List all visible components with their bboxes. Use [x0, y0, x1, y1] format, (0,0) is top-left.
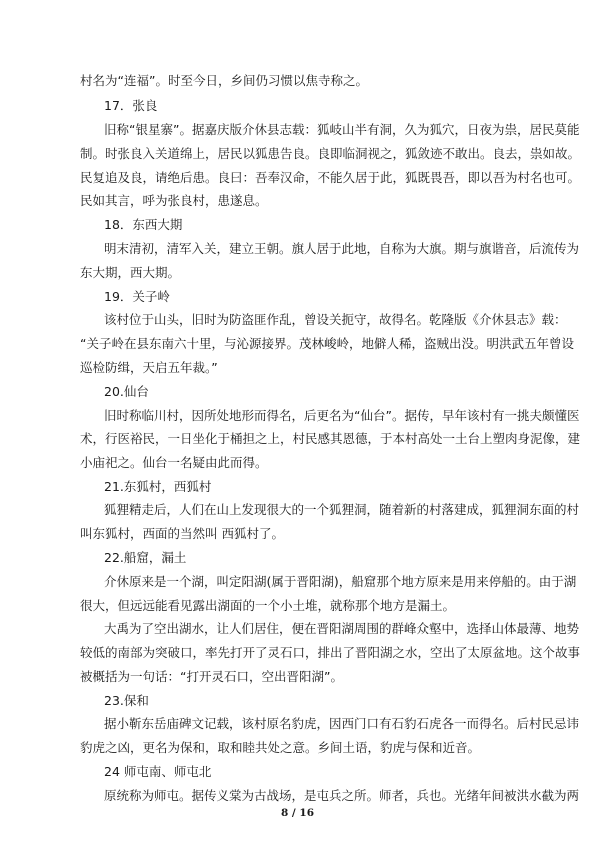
text-line: 很大，但远远能看见露出湖面的一个小土堆，就称那个地方是漏土。	[80, 598, 456, 613]
section-heading: 22.船窟，漏土	[104, 550, 187, 565]
text-line: 巡检防缉，天启五年裁。”	[80, 360, 218, 375]
text-line: 明末清初，清军入关，建立王朝。旗人居于此地，自称为大旗。期与旗谐音，后流传为	[104, 241, 580, 256]
text-line: 大禹为了空出湖水，让人们居住，便在晋阳湖周围的群峰众壑中，选择山体最薄、地势	[104, 621, 580, 636]
text-line: 据小靳东岳庙碑文记载，该村原名豹虎，因西门口有石豹石虎各一而得名。后村民忌讳	[104, 716, 580, 731]
section-heading: 21.东狐村，西狐村	[104, 479, 212, 494]
text-line: 东大期，西大期。	[80, 265, 181, 280]
section-heading: 18．东西大期	[104, 217, 183, 232]
text-line: 叫东狐村，西面的当然叫 西狐村了。	[80, 526, 284, 541]
section-heading: 23.保和	[104, 693, 149, 708]
section-heading: 19．关子岭	[104, 289, 170, 304]
text-line: “关子岭在县东南六十里，与沁源接界。茂林峻岭，地僻人稀，盗贼出没。明洪武五年曾设	[80, 336, 574, 351]
text-line: 较低的南部为突破口，率先打开了灵石口，排出了晋阳湖之水，空出了太原盆地。这个故事	[80, 645, 581, 660]
text-line: 术，行医裕民，一日坐化于桶担之上，村民感其恩德，于本村高处一土台上塑肉身泥像，建	[80, 431, 581, 446]
page-number: 8 / 16	[280, 807, 315, 819]
text-line: 被概括为一句话：“打开灵石口，空出晋阳湖”。	[80, 669, 343, 684]
text-line: 旧称“银星寨”。据嘉庆版介休县志载：狐岐山半有洞，久为狐穴，日夜为祟，居民莫能	[104, 122, 580, 137]
text-line: 介休原来是一个湖，叫定阳湖(属于晋阳湖)，船窟那个地方原来是用来停船的。由于湖	[104, 574, 577, 589]
text-line: 民复追及良，请绝后患。良曰：吾奉汉命，不能久居于此，狐既畏吾，即以吾为村名也可。	[80, 170, 581, 185]
text-line: 旧时称临川村，因所处地形而得名，后更名为“仙台”。据传，早年该村有一挑夫颇懂医	[104, 408, 580, 423]
text-line: 豹虎之凶，更名为保和，取和睦共处之意。乡间土语，豹虎与保和近音。	[80, 740, 481, 755]
text-line: 制。时张良入关道绵上，居民以狐患告良。良即临洞视之，狐敛迹不敢出。良去，祟如故。	[80, 146, 581, 161]
text-line: 村名为“连福”。时至今日，乡间仍习惯以焦寺称之。	[80, 73, 368, 88]
section-heading: 20.仙台	[104, 384, 149, 399]
text-line: 民如其言，呼为张良村，患遂息。	[80, 193, 268, 208]
text-line: 该村位于山头，旧时为防盗匪作乱，曾设关扼守，故得名。乾隆版《介休县志》载：	[104, 312, 567, 327]
section-heading: 17．张良	[104, 98, 158, 113]
section-heading: 24 师屯南、师屯北	[104, 764, 212, 779]
text-line: 小庙祀之。仙台一名疑由此而得。	[80, 455, 268, 470]
text-line: 狐狸精走后，人们在山上发现很大的一个狐狸洞，随着新的村落建成，狐狸洞东面的村	[104, 502, 580, 517]
text-line: 原统称为师屯。据传义棠为古战场，是屯兵之所。师者，兵也。光绪年间被洪水截为两	[104, 788, 580, 803]
